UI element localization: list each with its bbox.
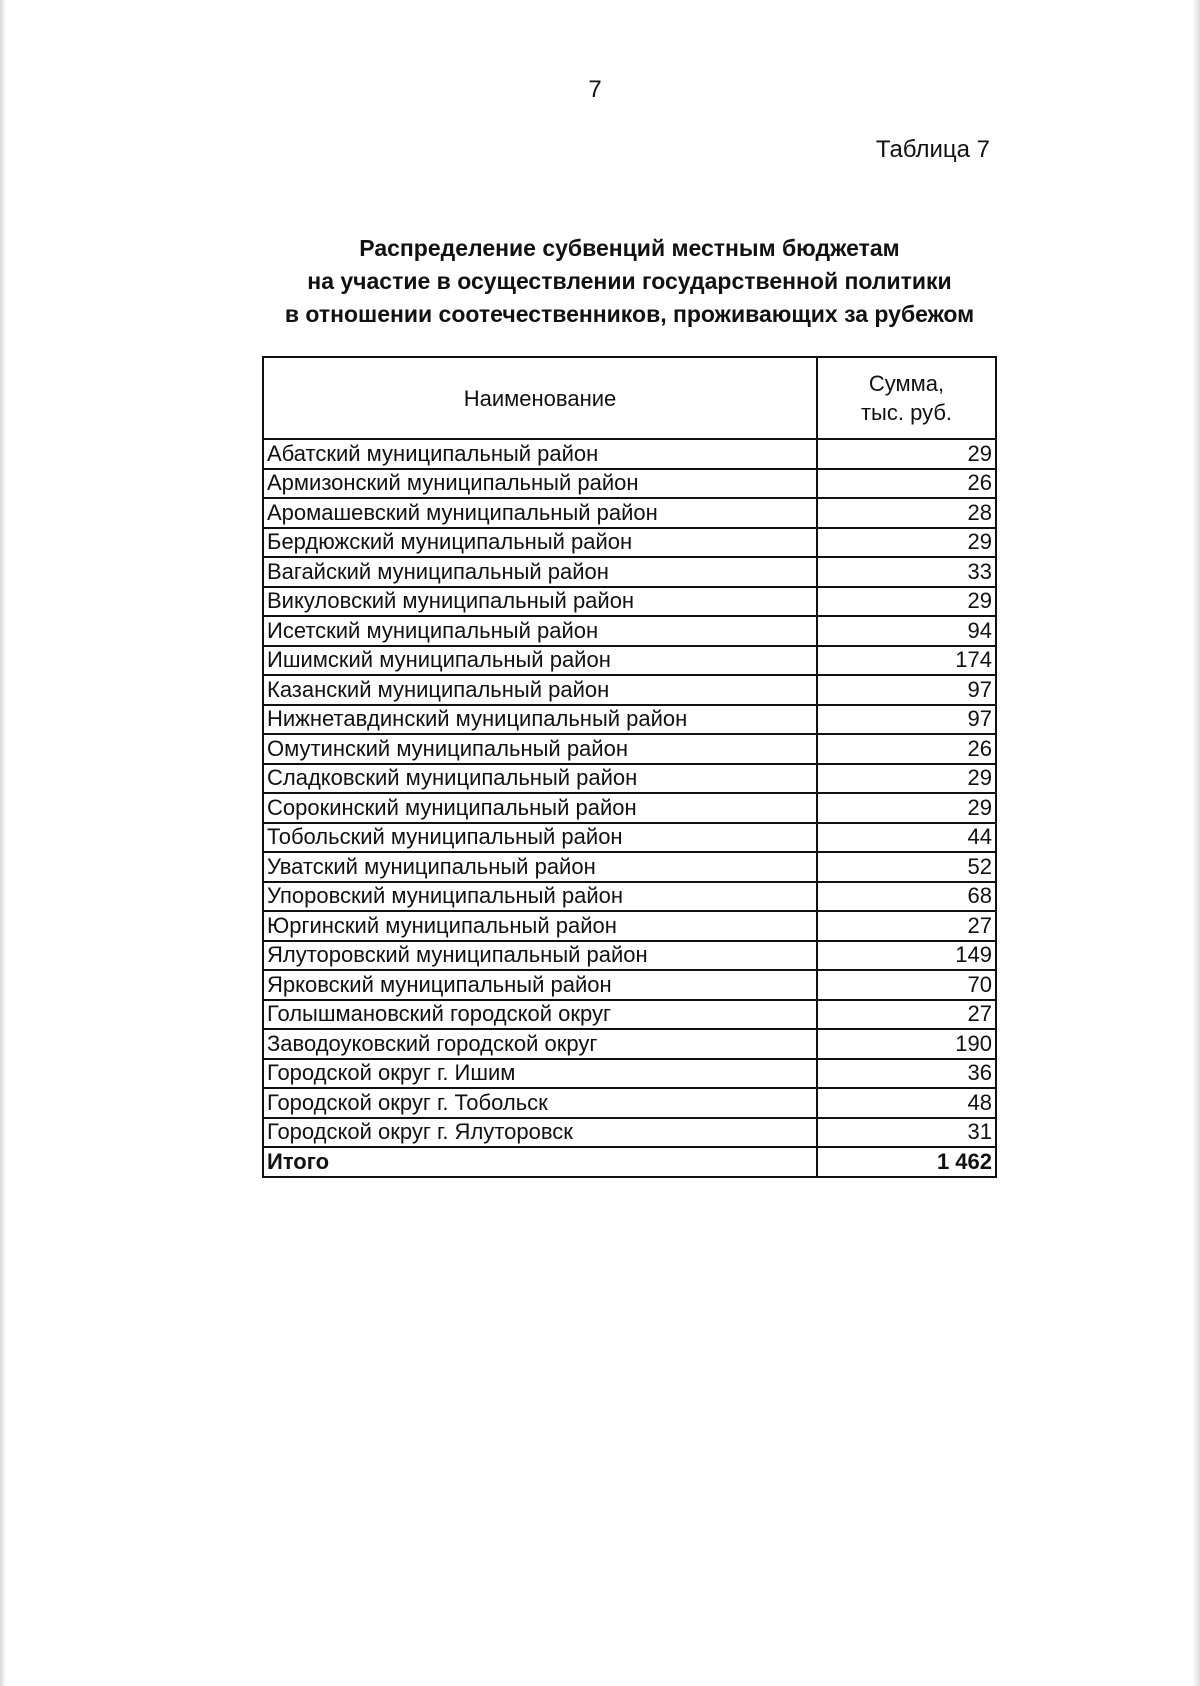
- row-sum-cell: 97: [817, 675, 996, 705]
- row-name-cell: Викуловский муниципальный район: [263, 587, 817, 617]
- row-name-cell: Бердюжский муниципальный район: [263, 528, 817, 558]
- row-name-cell: Вагайский муниципальный район: [263, 557, 817, 587]
- row-name-cell: Сорокинский муниципальный район: [263, 793, 817, 823]
- table-row: [263, 675, 996, 705]
- header-sum: [817, 357, 996, 439]
- table-body: [263, 439, 996, 1177]
- row-sum-cell: 52: [817, 852, 996, 882]
- table-row: [263, 1088, 996, 1118]
- row-sum-cell: 29: [817, 793, 996, 823]
- row-name-cell: Абатский муниципальный район: [263, 439, 817, 469]
- row-name-cell: Городской округ г. Ишим: [263, 1059, 817, 1089]
- row-name-cell: Тобольский муниципальный район: [263, 823, 817, 853]
- table-row: [263, 557, 996, 587]
- row-name-cell: Ишимский муниципальный район: [263, 646, 817, 676]
- row-name-cell: Омутинский муниципальный район: [263, 734, 817, 764]
- title-line: в отношении соотечественников, проживающих за рубежом: [284, 301, 975, 327]
- table-row: [263, 734, 996, 764]
- page-number: 7: [588, 76, 602, 103]
- table-row: [263, 970, 996, 1000]
- table-row: [263, 941, 996, 971]
- row-name-cell: Казанский муниципальный район: [263, 675, 817, 705]
- table-row: [263, 469, 996, 499]
- row-sum-cell: 26: [817, 469, 996, 499]
- row-name-cell: Ялуторовский муниципальный район: [263, 941, 817, 971]
- table-total-row: [263, 1147, 996, 1177]
- row-name-cell: Упоровский муниципальный район: [263, 882, 817, 912]
- row-sum-cell: 94: [817, 616, 996, 646]
- table-row: [263, 587, 996, 617]
- header-name: Наименование: [263, 357, 817, 439]
- scan-edge-right: [1192, 0, 1200, 1686]
- table-row: [263, 528, 996, 558]
- row-name-cell: Аромашевский муниципальный район: [263, 498, 817, 528]
- row-name-cell: Городской округ г. Тобольск: [263, 1088, 817, 1118]
- row-sum-cell: 29: [817, 528, 996, 558]
- row-name-cell: Городской округ г. Ялуторовск: [263, 1118, 817, 1148]
- row-name-cell: Голышмановский городской округ: [263, 1000, 817, 1030]
- row-sum-cell: 26: [817, 734, 996, 764]
- row-name-cell: Ярковский муниципальный район: [263, 970, 817, 1000]
- table-row: [263, 616, 996, 646]
- header-sum-line2: тыс. руб.: [860, 400, 953, 425]
- row-sum-cell: 48: [817, 1088, 996, 1118]
- row-sum-cell: 36: [817, 1059, 996, 1089]
- table-row: [263, 646, 996, 676]
- subsidies-table: [262, 356, 997, 1178]
- row-sum-cell: 28: [817, 498, 996, 528]
- row-sum-cell: 44: [817, 823, 996, 853]
- table-row: [263, 439, 996, 469]
- table-row: [263, 1000, 996, 1030]
- row-sum-cell: 29: [817, 439, 996, 469]
- row-sum-cell: 29: [817, 764, 996, 794]
- row-sum-cell: 27: [817, 911, 996, 941]
- document-title: [262, 232, 997, 331]
- row-name-cell: Сладковский муниципальный район: [263, 764, 817, 794]
- table-header-row: [263, 357, 996, 439]
- header-sum-line1: Сумма,: [868, 371, 945, 396]
- row-sum-cell: 33: [817, 557, 996, 587]
- table-row: [263, 764, 996, 794]
- row-sum-cell: 68: [817, 882, 996, 912]
- row-sum-cell: 29: [817, 587, 996, 617]
- row-sum-cell: 149: [817, 941, 996, 971]
- row-sum-cell: 174: [817, 646, 996, 676]
- table-row: [263, 793, 996, 823]
- title-line: на участие в осуществлении государственной политики: [307, 268, 952, 294]
- row-sum-cell: 190: [817, 1029, 996, 1059]
- row-name-cell: Уватский муниципальный район: [263, 852, 817, 882]
- row-sum-cell: 31: [817, 1118, 996, 1148]
- row-name-cell: Юргинский муниципальный район: [263, 911, 817, 941]
- title-line: Распределение субвенций местным бюджетам: [359, 235, 900, 261]
- table-row: [263, 911, 996, 941]
- table-row: [263, 705, 996, 735]
- row-name-cell: Нижнетавдинский муниципальный район: [263, 705, 817, 735]
- row-sum-cell: 70: [817, 970, 996, 1000]
- row-sum-cell: 97: [817, 705, 996, 735]
- row-name-cell: Исетский муниципальный район: [263, 616, 817, 646]
- row-name-cell: Заводоуковский городской округ: [263, 1029, 817, 1059]
- table-row: [263, 823, 996, 853]
- table-row: [263, 1029, 996, 1059]
- total-sum: 1 462: [817, 1147, 996, 1177]
- table-row: [263, 1059, 996, 1089]
- table-label: Таблица 7: [875, 136, 990, 163]
- table-row: [263, 852, 996, 882]
- table-row: [263, 498, 996, 528]
- row-name-cell: Армизонский муниципальный район: [263, 469, 817, 499]
- total-label: Итого: [263, 1147, 817, 1177]
- table-row: [263, 882, 996, 912]
- scan-edge-left: [0, 0, 6, 1686]
- table-row: [263, 1118, 996, 1148]
- row-sum-cell: 27: [817, 1000, 996, 1030]
